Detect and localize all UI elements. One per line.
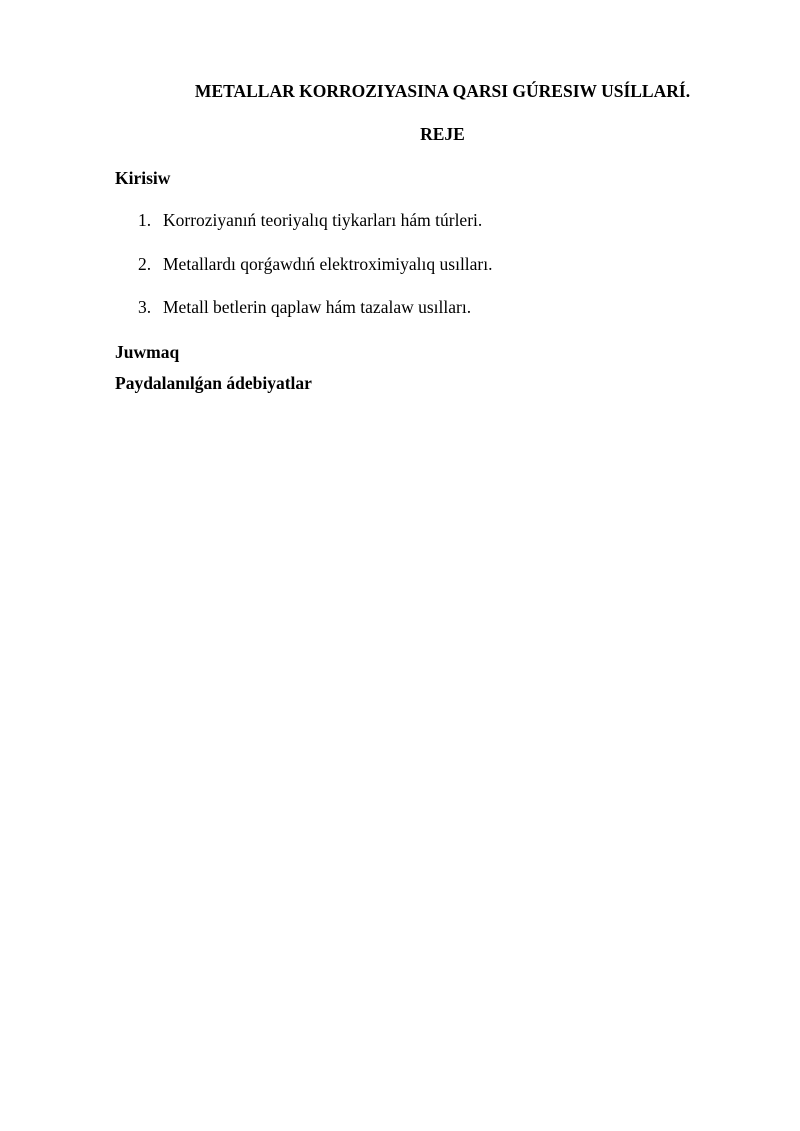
- plan-item-number: 2.: [138, 254, 152, 274]
- plan-item: [138, 253, 493, 275]
- plan-item-text: Metallardı qorǵawdıń elektroximiyalıq usılları.: [163, 254, 493, 274]
- intro-heading: Kirisiw: [115, 168, 171, 188]
- plan-item-number: 3.: [138, 297, 152, 317]
- plan-item-text: Metall betlerin qaplaw hám tazalaw usılları.: [163, 297, 472, 317]
- plan-item: [138, 209, 482, 231]
- conclusion-heading: Juwmaq: [115, 342, 180, 362]
- document-title: METALLAR KORROZIYASINA QARSI GÚRESIW USÍLLARÍ.: [194, 81, 691, 101]
- plan-item-number: 1.: [138, 210, 152, 230]
- plan-item: [138, 296, 471, 318]
- references-heading: Paydalanılǵan ádebiyatlar: [115, 373, 312, 393]
- plan-item-text: Korroziyanıń teoriyalıq tiykarları hám túrleri.: [163, 210, 483, 230]
- plan-heading: REJE: [420, 124, 465, 144]
